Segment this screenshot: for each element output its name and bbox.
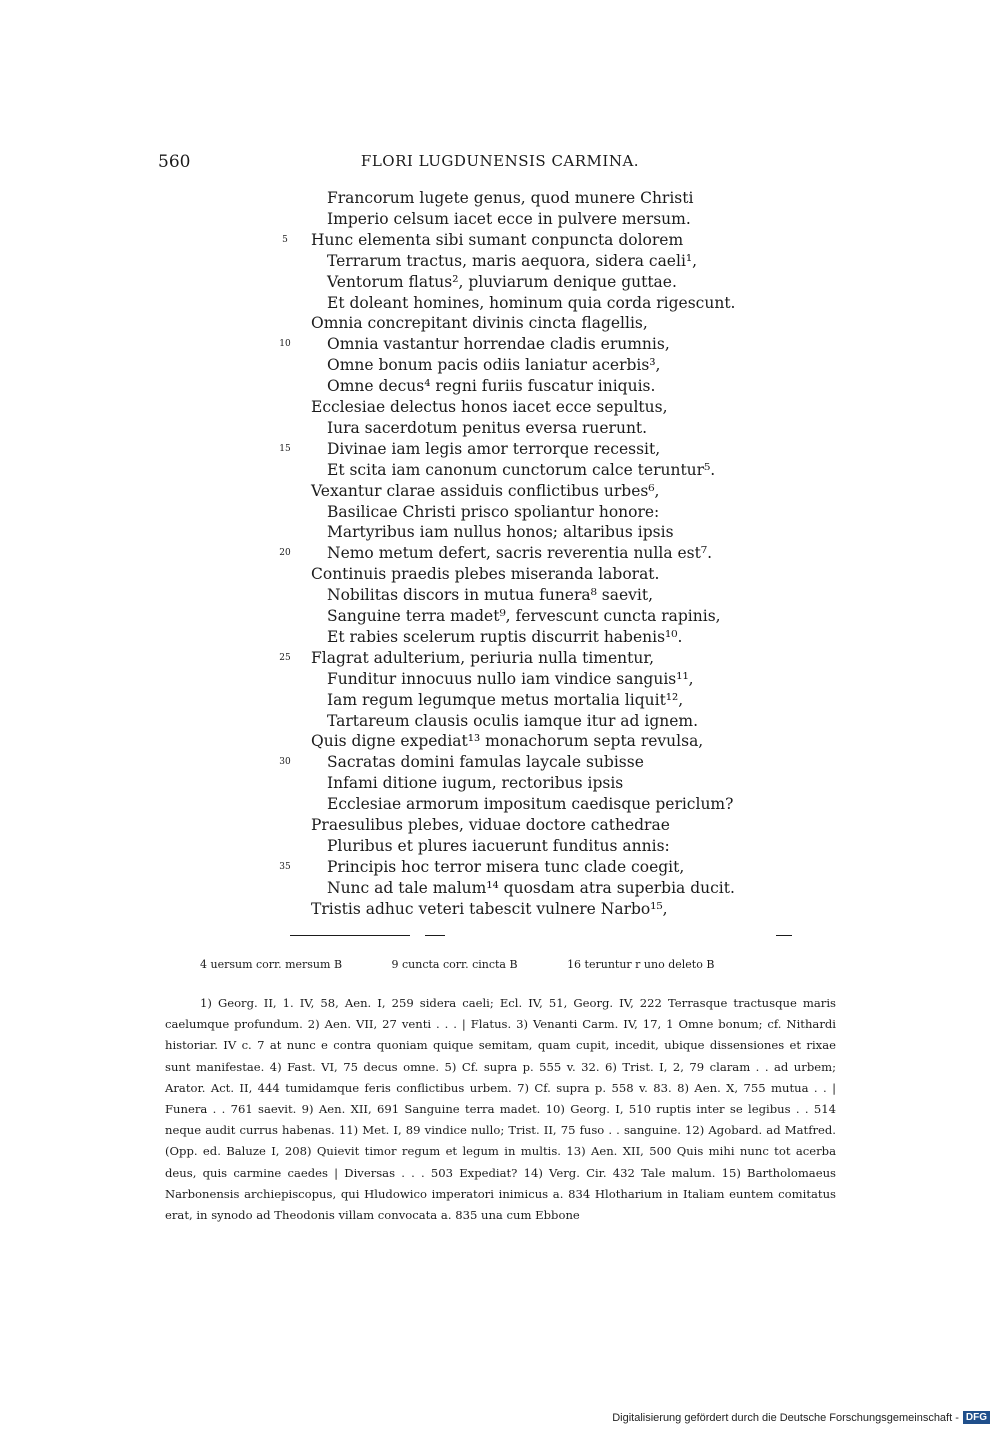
verse-line: Nobilitas discors in mutua funera⁸ saevit, [327, 586, 654, 605]
verse-line: Ecclesiae delectus honos iacet ecce sepultus, [311, 398, 668, 416]
verse-line: Et scita iam canonum cunctorum calce teruntur⁵. [327, 460, 716, 479]
verse-line: Sanguine terra madet⁹, fervescunt cuncta rapinis, [327, 607, 721, 625]
verse-line: Et rabies scelerum ruptis discurrit habenis¹⁰. [327, 627, 683, 646]
dfg-credit [612, 1411, 990, 1424]
verse-line: Francorum lugete genus, quod munere Christi [327, 189, 694, 207]
verse-line: Basilicae Christi prisco spoliantur honore: [327, 502, 660, 521]
verse-line: Iam regum legumque metus mortalia liquit¹², [327, 690, 684, 709]
verse-line: Pluribus et plures iacuerunt funditus annis: [327, 836, 670, 855]
verse-line: Hunc elementa sibi sumant conpuncta dolorem [311, 230, 684, 249]
line-number: 30 [279, 757, 291, 768]
verse-line: Imperio celsum iacet ecce in pulvere mersum. [327, 209, 691, 228]
verse-line: Ventorum flatus², pluviarum denique guttae. [327, 272, 677, 291]
verse-line: Terrarum tractus, maris aequora, sidera caeli¹, [327, 251, 698, 270]
line-number: 20 [279, 548, 291, 559]
credit-text: Digitalisierung gefördert durch die Deutsche Forschungsgemeinschaft - [612, 1411, 959, 1424]
line-number: 25 [279, 652, 291, 663]
verse-line: Et doleant homines, hominum quia corda rigescunt. [327, 293, 736, 312]
verse-line: Sacratas domini famulas laycale subisse [327, 753, 644, 772]
page-header [158, 152, 842, 174]
dfg-logo: DFG [963, 1411, 990, 1424]
verse-line: Nemo metum defert, sacris reverentia nulla est⁷. [327, 544, 712, 563]
verse-line: Quis digne expediat¹³ monachorum septa revulsa, [311, 732, 704, 751]
verse-line: Nunc ad tale malum¹⁴ quosdam atra superbia ducit. [327, 878, 735, 897]
verse-line: Principis hoc terror misera tunc clade coegit, [327, 857, 685, 876]
line-number: 5 [282, 234, 288, 245]
footnotes: 1) Georg. II, 1. IV, 58, Aen. I, 259 sidera caeli; Ecl. IV, 51, Georg. IV, 222 Terrasque tractusque maris caelumque profundum. 2) Aen. VII, 27 venti . . . | Flatus. 3) Venanti Carm. IV, 17, 1 Omne bonum; cf. Nithardi historiar. IV c. 7 at nunc e contra quoniam quique semitam, quam cupit, incedit, ubique dissensiones et rixae sunt manifestae. 4) Fast. VI, 75 decus omne. 5) Cf. supra p. 555 v. 32. 6) Trist. I, 2, 79 claram . . ad urbem; Arator. Act. II, 444 tumidamque feris conflictibus urbem. 7) Cf. supra p. 558 v. 83. 8) Aen. X, 755 mutua . . | Funera . . 761 saevit. 9) Aen. XII, 691 Sanguine terra madet. 10) Georg. I, 510 ruptis inter se legibus . . 514 neque audit currus habenas. 11) Met. I, 89 vindice nullo; Trist. II, 75 fuso . . sanguine. 12) Agobard. ad Matfred. (Opp. ed. Baluze I, 208) Quievit timor regum et legum in multis. 13) Aen. XII, 500 Quis mihi nunc tot acerba deus, quis carmine caedes | Diversas . . . 503 Expediat? 14) Verg. Cir. 432 Tale malum. 15) Bartholomaeus Narbonensis archiepiscopus, qui Hludowico imperatori inimicus a. 834 Hlotharium in Italiam euntem comitatus erat, in synodo ad Theodonis villam convocata a. 835 una cum Ebbone [165, 996, 836, 1223]
apparatus-note: 16 teruntur r uno deleto B [567, 958, 715, 971]
footnote-rule [290, 935, 410, 936]
verse-line: Omne bonum pacis odiis laniatur acerbis³, [327, 356, 661, 375]
line-number: 10 [279, 339, 291, 350]
verse-line: Tristis adhuc veteri tabescit vulnere Narbo¹⁵, [311, 899, 668, 918]
verse-line: Iura sacerdotum penitus eversa ruerunt. [327, 418, 648, 437]
footnote-rule-2 [425, 935, 445, 936]
verse-line: Omnia vastantur horrendae cladis erumnis, [327, 335, 670, 354]
verse-line: Divinae iam legis amor terrorque recessit, [327, 439, 661, 458]
verse-line: Ecclesiae armorum impositum caedisque periclum? [327, 795, 734, 814]
verse-line: Infami ditione iugum, rectoribus ipsis [327, 774, 624, 793]
verse-line: Omnia concrepitant divinis cincta flagellis, [311, 314, 648, 333]
verse-line: Continuis praedis plebes miseranda laborat. [311, 565, 660, 584]
verse-line: Vexantur clarae assiduis conflictibus urbes⁶, [311, 481, 660, 500]
verse-line: Tartareum clausis oculis iamque itur ad ignem. [327, 711, 699, 730]
line-number: 15 [279, 443, 291, 454]
verse-line: Praesulibus plebes, viduae doctore cathedrae [311, 816, 670, 834]
running-title: FLORI LUGDUNENSIS CARMINA. [360, 152, 640, 170]
line-number: 35 [279, 861, 291, 872]
verse-line: Omne decus⁴ regni furiis fuscatur iniquis. [327, 377, 656, 396]
verse-line: Flagrat adulterium, periuria nulla timentur, [311, 648, 654, 667]
page-number: 560 [158, 152, 191, 172]
critical-apparatus [200, 958, 840, 971]
apparatus-note: 4 uersum corr. mersum B [200, 958, 343, 971]
verse-line: Martyribus iam nullus honos; altaribus ipsis [327, 523, 674, 542]
verse-line: Funditur innocuus nullo iam vindice sanguis¹¹, [327, 669, 694, 688]
apparatus-note: 9 cuncta corr. cincta B [391, 958, 518, 971]
footnote-rule-3 [776, 935, 792, 936]
